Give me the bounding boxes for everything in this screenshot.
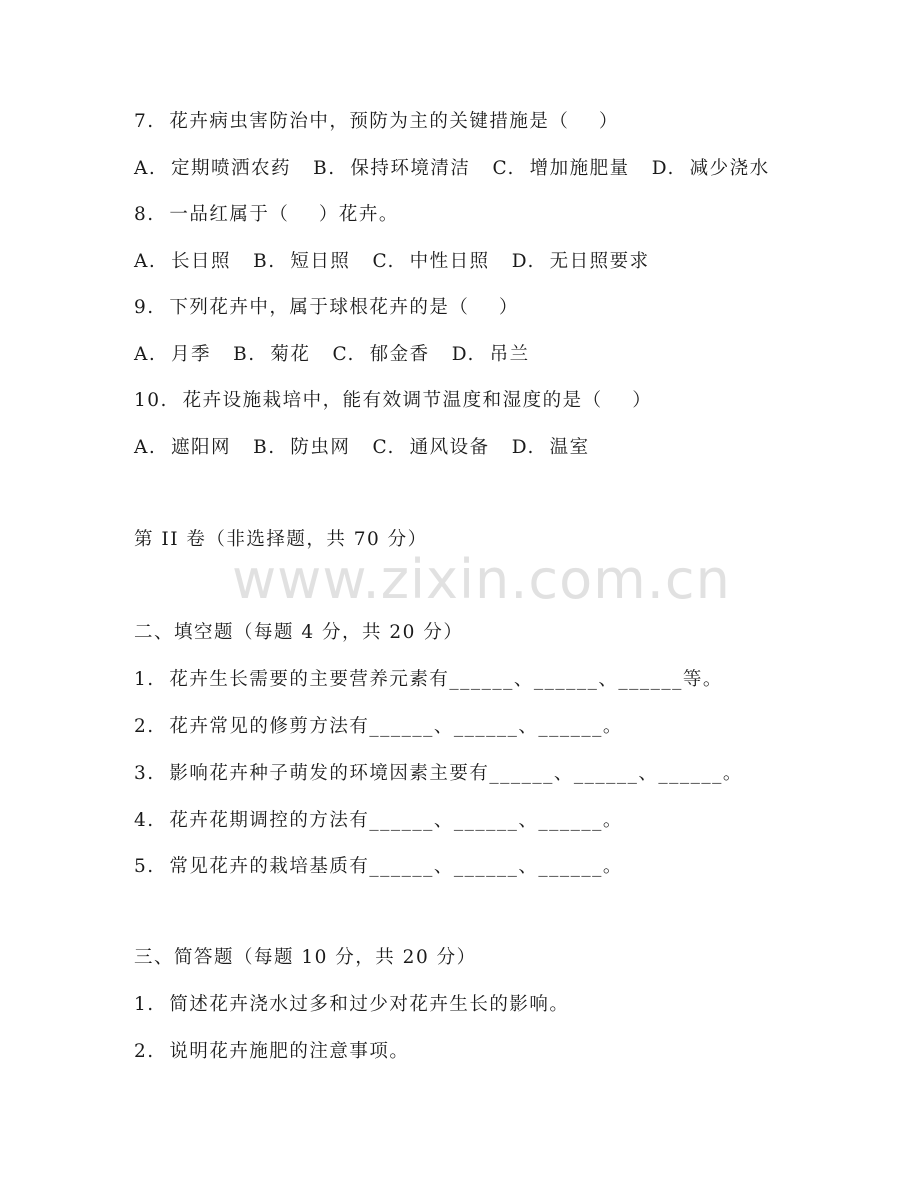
fill-blank-item: 1. 花卉生长需要的主要营养元素有______、______、______等。 bbox=[134, 669, 723, 690]
question-10-stem: 10. 花卉设施栽培中，能有效调节温度和湿度的是（ ） bbox=[134, 390, 653, 411]
short-answer-item: 1. 简述花卉浇水过多和过少对花卉生长的影响。 bbox=[134, 994, 570, 1015]
short-answer-heading: 三、简答题（每题 10 分，共 20 分） bbox=[134, 947, 477, 968]
fill-blank-item: 4. 花卉花期调控的方法有______、______、______。 bbox=[134, 810, 623, 831]
watermark-text: www.zixin.com.cn bbox=[232, 548, 731, 611]
fill-blank-item: 5. 常见花卉的栽培基质有______、______、______。 bbox=[134, 856, 623, 877]
question-9-options: A. 月季 B. 菊花 C. 郁金香 D. 吊兰 bbox=[134, 344, 530, 365]
fill-blank-item: 2. 花卉常见的修剪方法有______、______、______。 bbox=[134, 716, 623, 737]
fill-blank-item: 3. 影响花卉种子萌发的环境因素主要有______、______、______。 bbox=[134, 763, 743, 784]
question-9-stem: 9. 下列花卉中，属于球根花卉的是（ ） bbox=[134, 297, 519, 318]
short-answer-item: 2. 说明花卉施肥的注意事项。 bbox=[134, 1041, 410, 1062]
question-8-stem: 8. 一品红属于（ ）花卉。 bbox=[134, 204, 399, 225]
question-7-options: A. 定期喷洒农药 B. 保持环境清洁 C. 增加施肥量 D. 减少浇水 bbox=[134, 158, 770, 179]
part-two-heading: 第 II 卷（非选择题，共 70 分） bbox=[134, 529, 428, 550]
question-8-options: A. 长日照 B. 短日照 C. 中性日照 D. 无日照要求 bbox=[134, 251, 650, 272]
fill-blank-heading: 二、填空题（每题 4 分，共 20 分） bbox=[134, 622, 464, 643]
question-7-stem: 7. 花卉病虫害防治中，预防为主的关键措施是（ ） bbox=[134, 111, 619, 132]
question-10-options: A. 遮阳网 B. 防虫网 C. 通风设备 D. 温室 bbox=[134, 437, 590, 458]
